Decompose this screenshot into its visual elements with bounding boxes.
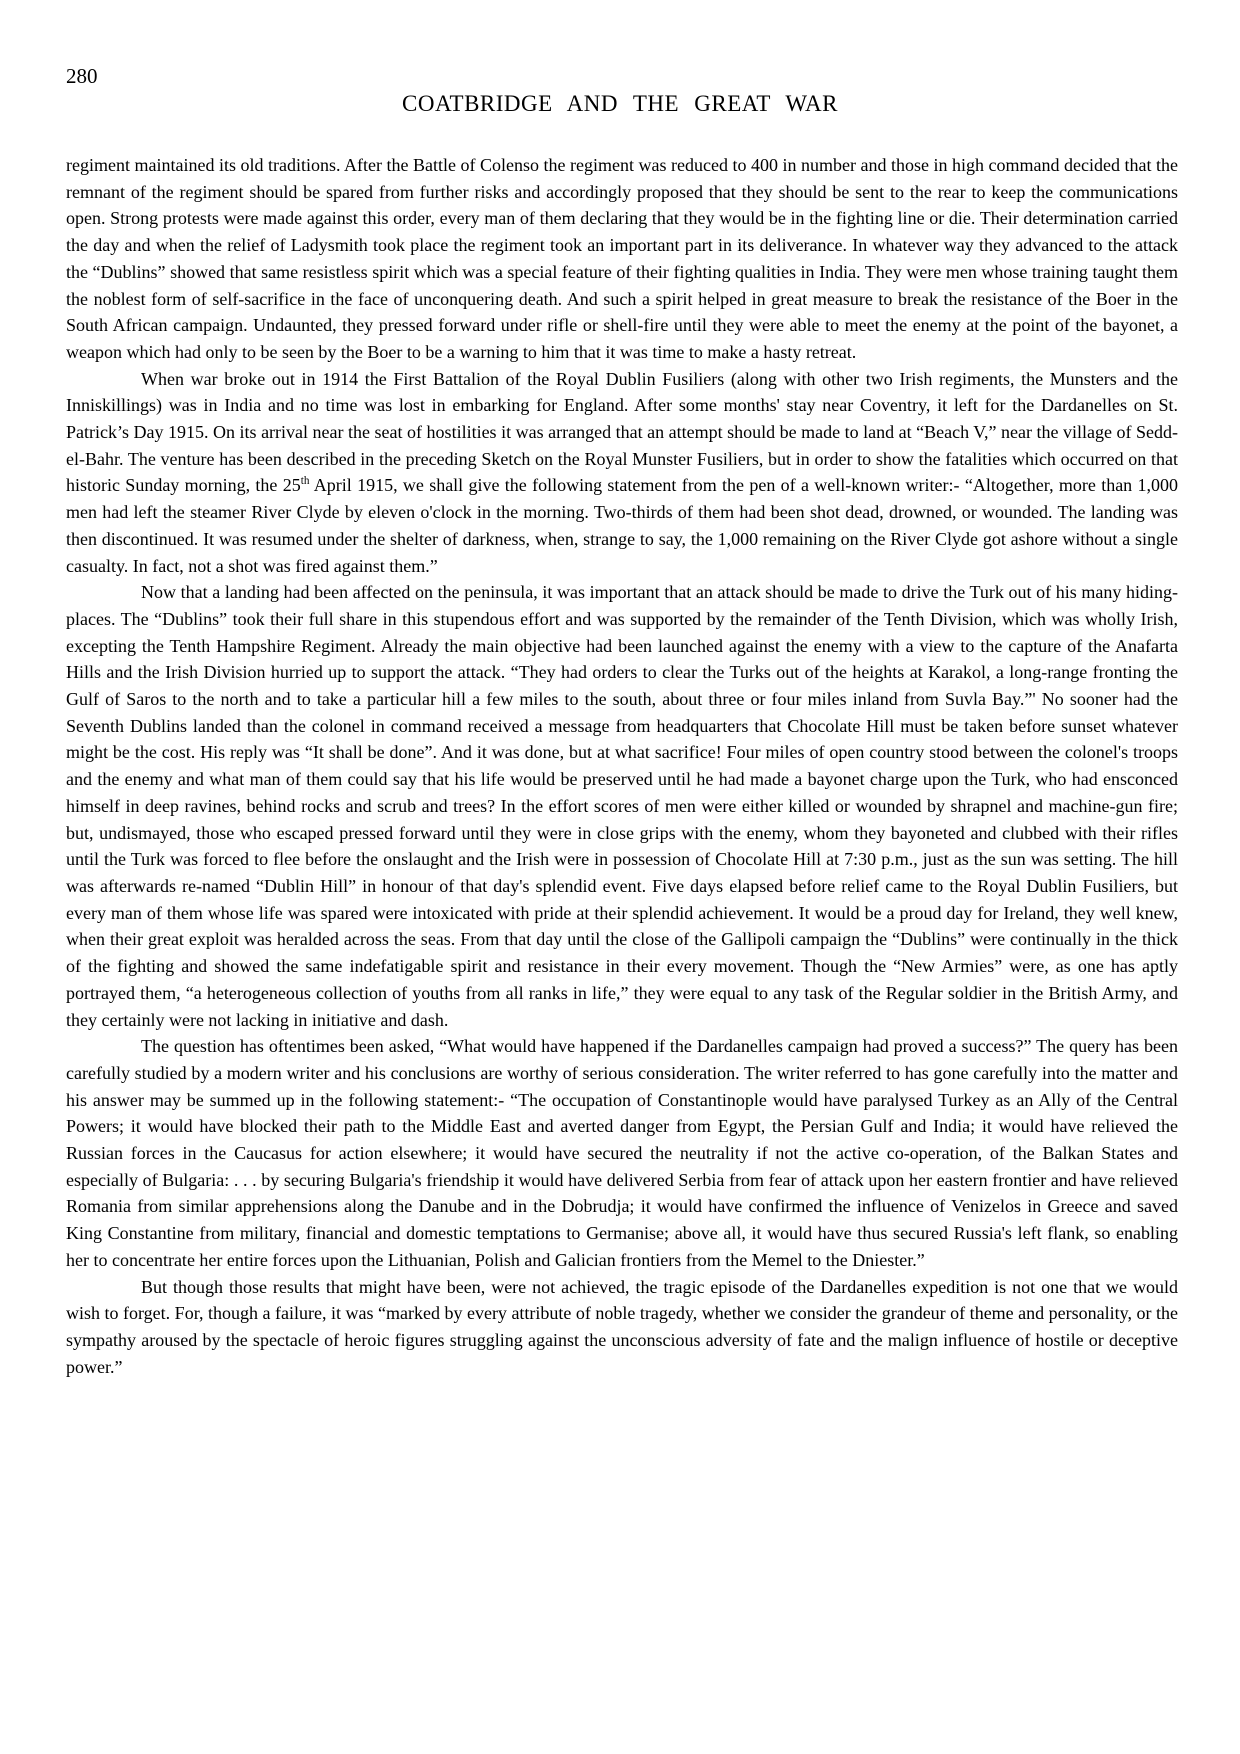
superscript-th: th [300,475,310,488]
paragraph-war-broke-out [66,366,1178,580]
paragraph-dardanelles-question: The question has oftentimes been asked, “What would have happened if the Dardanelles campaign had proved a success?” The query has been carefully studied by a modern writer and his conclusions are worthy of serious consideration. The writer referred to has gone carefully into the matter and his answer may be summed up in the following statement:- “The occupation of Constantinople would have paralysed Turkey as an Ally of the Central Powers; it would have blocked their path to the Middle East and averted danger from Egypt, the Persian Gulf and India; it would have relieved the Russian forces in the Caucasus for action elsewhere; it would have secured the neutrality if not the active co-operation, of the Balkan States and especially of Bulgaria: . . . by securing Bulgaria's friendship it would have delivered Serbia from fear of attack upon her eastern frontier and have relieved Romania from similar apprehensions along the Danube and in the Dobrudja; it would have confirmed the influence of Venizelos in Greece and saved King Constantine from military, financial and domestic temptations to Germanise; above all, it would have thus secured Russia's left flank, so enabling her to concentrate her entire forces upon the Lithuanian, Polish and Galician frontiers from the Memel to the Dniester.” [66,1036,1178,1270]
paragraph-tragic-episode: But though those results that might have been, were not achieved, the tragic episode of the Dardanelles expedition is not one that we would wish to forget. For, though a failure, it was “marked by every attribute of noble tragedy, whether we consider the grandeur of theme and personality, or the sympathy aroused by the spectacle of heroic figures struggling against the unconscious adversity of fate and the malign influence of hostile or deceptive power.” [66,1276,1178,1377]
paragraph-regiment-traditions: regiment maintained its old traditions. After the Battle of Colenso the regiment was reduced to 400 in number and those in high command decided that the remnant of the regiment should be spared from further risks and accordingly proposed that they should be sent to the rear to keep the communications open. Strong protests were made against this order, every man of them declaring that they would be in the fighting line or die. Their determination carried the day and when the relief of Ladysmith took place the regiment took an important part in its deliverance. In whatever way they advanced to the attack the “Dublins” showed that same resistless spirit which was a special feature of their fighting qualities in India. They were men whose training taught them the noblest form of self-sacrifice in the face of unconquering death. And such a spirit helped in great measure to break the resistance of the Boer in the South African campaign. Undaunted, they pressed forward under rifle or shell-fire until they were able to meet the enemy at the point of the bayonet, a weapon which had only to be seen by the Boer to be a warning to him that it was time to make a hasty retreat. [66,155,1178,362]
paragraph-text: When war broke out in 1914 the First Battalion of the Royal Dublin Fusiliers (along with other two Irish regiments, the Munsters and the Inniskillings) was in India and no time was lost in embarking for England. After some months' stay near Coventry, it left for the Dardanelles on St. Patrick’s Day 1915. On its arrival near the seat of hostilities it was arranged that an attempt should be made to land at “Beach V,” near the village of Sedd-el-Bahr. The venture has been described in the preceding Sketch on the Royal Munster Fusiliers, but in order to show the fatalities which occurred on that historic Sunday morning, the 25 [66,368,1178,496]
page-number: 280 [66,64,98,88]
page-title: COATBRIDGE AND THE GREAT WAR [402,91,838,116]
paragraph-text: April 1915, we shall give the following statement from the pen of a well-known writer:- “Altogether, more than 1,000 men had left the steamer River Clyde by eleven o'clock in the morning. Two-thirds of them had been shot dead, drowned, or wounded. The landing was then discontinued. It was resumed under the shelter of darkness, when, strange to say, the 1,000 remaining on the River Clyde got ashore without a single casualty. In fact, not a shot was fired against them.” [66,475,1178,576]
paragraph-landing-peninsula: Now that a landing had been affected on the peninsula, it was important that an attack should be made to drive the Turk out of his many hiding-places. The “Dublins” took their full share in this stupendous effort and was supported by the remainder of the Tenth Division, which was wholly Irish, excepting the Tenth Hampshire Regiment. Already the main objective had been launched against the enemy with a view to the capture of the Anafarta Hills and the Irish Division hurried up to support the attack. “They had orders to clear the Turks out of the heights at Karakol, a long-range fronting the Gulf of Saros to the north and to take a particular hill a few miles to the south, about three or four miles inland from Suvla Bay.”' No sooner had the Seventh Dublins landed than the colonel in command received a message from headquarters that Chocolate Hill must be taken before sunset whatever might be the cost. His reply was “It shall be done”. And it was done, but at what sacrifice! Four miles of open country stood between the colonel's troops and the enemy and what man of them could say that his life would be preserved until he had made a bayonet charge upon the Turk, who had ensconced himself in deep ravines, behind rocks and scrub and trees? In the effort scores of men were either killed or wounded by shrapnel and machine-gun fire; but, undismayed, those who escaped pressed forward until they were in close grips with the enemy, whom they bayoneted and clubbed with their rifles until the Turk was forced to flee before the onslaught and the Irish were in possession of Chocolate Hill at 7:30 p.m., just as the sun was setting. The hill was afterwards re-named “Dublin Hill” in honour of that day's splendid event. Five days elapsed before relief came to the Royal Dublin Fusiliers, but every man of them whose life was spared were intoxicated with pride at their splendid achievement. It would be a proud day for Ireland, they well knew, when their great exploit was heralded across the seas. From that day until the close of the Gallipoli campaign the “Dublins” were continually in the thick of the fighting and showed the same indefatigable spirit and resistance in their every movement. Though the “New Armies” were, as one has aptly portrayed them, “a heterogeneous collection of youths from all ranks in life,” they were equal to any task of the Regular soldier in the British Army, and they certainly were not lacking in initiative and dash. [66,582,1178,1030]
page-body [66,152,1178,1380]
